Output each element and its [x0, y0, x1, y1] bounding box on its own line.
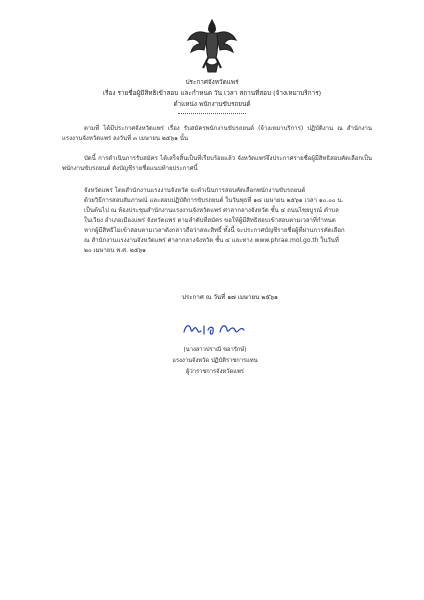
document-title: ประกาศจังหวัดแพร่: [185, 78, 239, 86]
document-subject: เรื่อง รายชื่อผู้มีสิทธิเข้าสอบ และกำหนด วัน เวลา สถานที่สอบ (จ้างเหมาบริการ): [102, 89, 322, 97]
paragraph-1: ตามที่ ได้มีประกาศจังหวัดแพร่ เรื่อง รับสมัครพนักงานขับรถยนต์ (จ้างเหมาบริการ) ปฏิบัติงาน ณ สำนักงานแรงงานจังหวัดแพร่ ลงวันที่ ๓ เมษายน ๒๕๖๑ นั้น: [62, 125, 372, 142]
dotted-divider: [178, 113, 246, 114]
paragraph-3: [62, 186, 372, 256]
paragraph-3-line: หากผู้มีสิทธิไม่เข้าสอบตามเวลาดังกล่าวถือว่าสละสิทธิ์ ทั้งนี้ จะประกาศบัญชีรายชื่อผู้ที่ผ่านการคัดเลือก: [84, 227, 345, 234]
paragraph-3-line: จังหวัดแพร่ โดยสำนักงานแรงงานจังหวัด จะดำเนินการสอบคัดเลือกพนักงานขับรถยนต์: [84, 187, 306, 194]
paragraph-3-line: ณ สำนักงานแรงงานจังหวัดแพร่ ศาลากลางจังหวัด ชั้น ๔ และทาง www.phrae.mol.go.th ในวันที่: [84, 237, 339, 244]
paragraph-3-line: เป็นต้นไป ณ ห้องประชุมสำนักงานแรงงานจังหวัดแพร่ ศาลากลางจังหวัด ชั้น ๔ ถนนไชยบูรณ์ ตำบล: [84, 207, 339, 214]
signatory-position: แรงงานจังหวัด ปฏิบัติราชการแทน: [172, 358, 258, 364]
paragraph-3-line: ด้วยวิธีการสอบสัมภาษณ์ และสอบปฏิบัติการขับรถยนต์ ในวันพุธที่ ๑๘ เมษายน ๒๕๖๑ เวลา ๑๐.๐๐ น.: [84, 197, 344, 204]
document-position: ตำแหน่ง พนักงานขับรถยนต์: [173, 100, 251, 108]
garuda-emblem-icon: [186, 18, 238, 74]
paragraph-2: บัดนี้ การดำเนินการรับสมัคร ได้เสร็จสิ้นเป็นที่เรียบร้อยแล้ว จังหวัดแพร่จึงประกาศรายชื่อผู้มีสิทธิสอบคัดเลือกเป็นพนักงานขับรถยนต์ ดังบัญชีรายชื่อแนบท้ายประกาศนี้: [62, 155, 372, 172]
paragraph-3-line: ในเวียง อำเภอเมืองแพร่ จังหวัดแพร่ ตามลำดับที่สมัคร ขอให้ผู้มีสิทธิสอบเข้าสอบตามเวลาที่กำหนด: [84, 217, 336, 224]
announcement-date: ประกาศ ณ วันที่ ๑๗ เมษายน ๒๕๖๑: [182, 294, 278, 301]
signatory-name: (นางสาวปราณี ขอารักษ์): [183, 347, 247, 353]
paragraph-3-line: ๒๐ เมษายน พ.ศ. ๒๕๖๑: [84, 247, 146, 254]
signatory-position: ผู้ว่าราชการจังหวัดแพร่: [186, 369, 244, 375]
handwritten-signature: [180, 318, 250, 340]
